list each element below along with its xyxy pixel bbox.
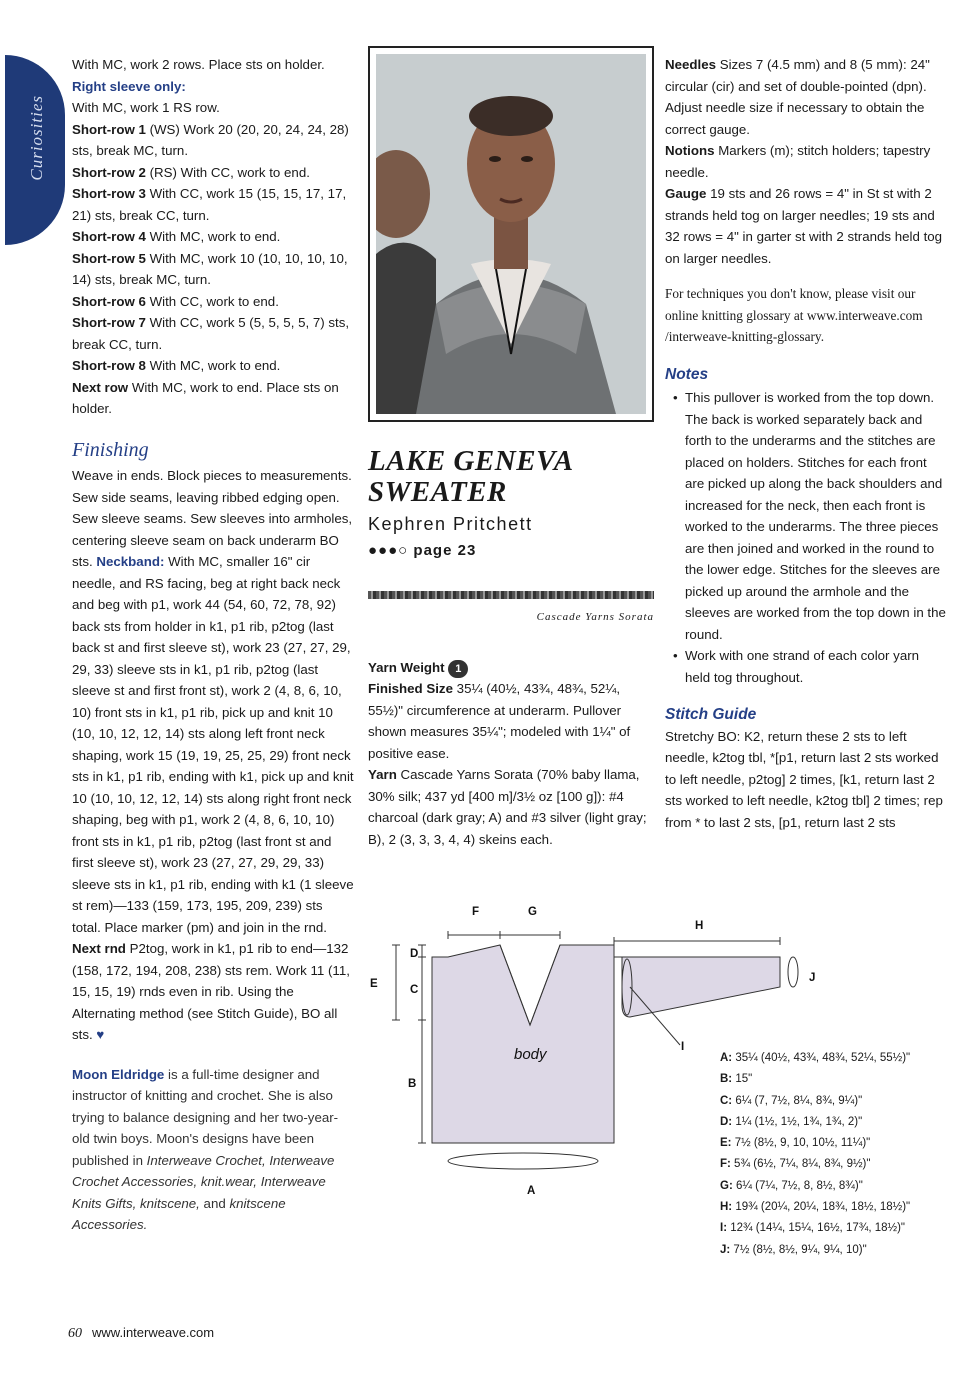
model-photo (368, 46, 654, 422)
label-f: F (472, 906, 480, 918)
legend-row: D: 1¼ (1½, 1½, 1¾, 1¾, 2)" (720, 1115, 863, 1128)
instruction-line: Short-row 1 (WS) Work 20 (20, 20, 24, 24, 28) sts, break MC, turn. (72, 121, 349, 158)
gauge-info: Gauge 19 sts and 26 rows = 4" in St st with 2 strands held tog on larger needles; 19 sts and 32 rows = 4" in garter st with 2 strands held tog on larger needles. (665, 186, 943, 266)
techniques-note: For techniques you don't know, please visit our online knitting glossary at www.interweave.com /interweave-knitting-glossary. (665, 286, 923, 344)
section-tab-label: Curiosities (27, 95, 46, 181)
dim-d (418, 945, 426, 957)
stitch-guide-heading: Stitch Guide (665, 706, 757, 723)
yarn-weight-icon: 1 (448, 660, 468, 678)
dim-j (788, 957, 798, 987)
label-h: H (695, 920, 704, 932)
dim-a (448, 1153, 598, 1169)
measurement-legend (720, 1048, 910, 1261)
dim-c (418, 957, 426, 1020)
column-right (665, 54, 947, 833)
legend-row: C: 6¼ (7, 7½, 8¼, 8¾, 9¼)" (720, 1094, 863, 1107)
pattern-title-line2: SWEATER (368, 476, 507, 508)
instruction-line: Next row With MC, work to end. Place sts on holder. (72, 379, 339, 416)
label-g: G (528, 906, 537, 918)
list-item: • This pullover is worked from the top down. The back is worked separately back and forth to the underarms and the stitches are placed on holders. Stitches for each front are picked up along the back shoulders and increased for the neck, then each front is worked to the underarms. The three pieces are then joined and worked in the round to the lower edge. Stitches for the sleeves are picked up around the armhole and the sleeves are worked from the top down in the round. (675, 387, 947, 645)
label-j: J (809, 972, 816, 984)
stitch-guide-text: Stretchy BO: K2, return these 2 sts to left needle, k2tog tbl, *[p1, return last 2 sts worked to left needle, p2tog] 2 times, [k1, return last 2 sts worked to left needle, k2tog tbl] 2 times; rep from * to last 2 sts, [p1, return last 2 sts (665, 728, 943, 830)
dim-b (418, 1020, 426, 1143)
legend-row: B: 15" (720, 1073, 753, 1086)
column-center (368, 46, 654, 850)
notes-list (665, 387, 947, 688)
needles-info: Needles Sizes 7 (4.5 mm) and 8 (5 mm): 24" circular (cir) and set of double-pointed (dpn). Adjust needle size if necessary to obtain the correct gauge. (665, 57, 930, 137)
pattern-title-line1: LAKE GENEVA (368, 445, 574, 477)
designer-name: Kephren Pritchett (368, 514, 533, 534)
label-d: D (410, 948, 419, 960)
instruction-line: Short-row 4 With MC, work to end. (72, 229, 281, 244)
legend-row: A: 35¼ (40½, 43¾, 48¾, 52¼, 55½)" (720, 1052, 911, 1064)
dim-g (500, 931, 560, 939)
section-tab (5, 55, 65, 245)
instruction-line: Short-row 7 With CC, work 5 (5, 5, 5, 5, 7) sts, break CC, turn. (72, 315, 350, 352)
label-a: A (527, 1185, 536, 1197)
page-footer (68, 1325, 214, 1342)
finishing-text: Weave in ends. Block pieces to measurements. Sew side seams, leaving ribbed edging open. Sew sleeve seams. Sew sleeves into armholes, centering sleeve seam on back underarm BO sts. Neckband: With MC, smaller 16" cir needle, and RS facing, beg at right back neck and beg with p1, work 44 (54, 60, 72, 78, 92) back sts from holder in k1, p1 rib, p2tog (last back st and first sleeve st), work 23 (27, 27, 29, 29, 33) sleeve sts in k1, p1 rib, p2tog (last sleeve st and first front st), work 2 (4, 8, 6, 10, 10) front sts in k1, p1 rib, pick up and knit 10 (10, 10, 12, 12, 14) sts along left front neck shaping, work 15 (19, 19, 25, 25, 29) front neck sts in k1, p1 rib, ending with k1, pick up and knit 10 (10, 10, 12, 12, 14) sts along right front neck shaping, beg with p1, work 2 (4, 8, 6, 10, 10) front sts in k1, p1 rib, p2tog (last front st and first sleeve st), work 23 (27, 27, 29, 29, 33) sleeve sts in k1, p1 rib, ending with k1 (1 sleeve st rem)—133 (159, 173, 195, 209, 239) sts total. Place marker (pm) and join in the rnd. (72, 468, 354, 935)
model-photo-image (376, 54, 646, 414)
label-c: C (410, 984, 419, 996)
skill-level: ●●●○ page 23 (368, 541, 477, 559)
legend-row: J: 7½ (8½, 8½, 9¼, 9¼, 10)" (720, 1243, 867, 1256)
finishing-heading: Finishing (72, 438, 149, 461)
instruction-line: Short-row 8 With MC, work to end. (72, 358, 281, 373)
skill-dots: ●●●○ (368, 541, 409, 559)
dim-e (392, 945, 400, 1020)
dim-h (614, 937, 780, 945)
yarn-info: Yarn Cascade Yarns Sorata (70% baby llama, 30% silk; 437 yd [400 m]/3½ oz [100 g]): #4 charcoal (dark gray; A) and #3 silver (light gray; B), 2 (3, 3, 3, 4, 4) skeins each. (368, 767, 647, 847)
bio-name: Moon Eldridge (72, 1066, 165, 1082)
instruction-line: Short-row 5 With MC, work 10 (10, 10, 10, 10, 14) sts, break MC, turn. (72, 250, 348, 287)
legend-row: E: 7½ (8½, 9, 10, 10½, 11¼)" (720, 1137, 871, 1150)
yarn-swatch (368, 591, 654, 599)
label-i: I (681, 1041, 685, 1053)
designer-bio: Moon Eldridge is a full-time designer and instructor of knitting and crochet. She is also trying to balance designing and her two-year-old twin boys. Moon's designs have been published in Interweave Crochet, Interweave Crochet Accessories, knit.wear, Interweave Knits Gifts, knitscene, and knitscene Accessories. (72, 1066, 339, 1232)
body-label: body (514, 1046, 547, 1063)
neckband-label: Neckband: (96, 554, 165, 569)
label-b: B (408, 1078, 417, 1090)
list-item: • Work with one strand of each color yarn held tog throughout. (675, 645, 947, 688)
instruction-line: Short-row 2 (RS) With CC, work to end. (72, 164, 310, 180)
heart-icon: ♥ (96, 1027, 105, 1042)
page-number: 60 (68, 1326, 82, 1341)
dim-f (448, 931, 500, 939)
yarn-weight: Yarn Weight 1 (368, 657, 654, 679)
yarn-caption: Cascade Yarns Sorata (536, 611, 654, 623)
instruction-line: With MC, work 2 rows. Place sts on holder. (72, 57, 325, 72)
short-row-instructions (72, 54, 354, 420)
instruction-line: Right sleeve only: (72, 78, 186, 94)
sleeve-piece (614, 957, 780, 1017)
next-rnd-text: Next rnd P2tog, work in k1, p1 rib to end—132 (158, 172, 194, 208, 238) sts rem. Work 11 (11, 15, 15, 19) rnds even in rib. Using the Alternating method (see Stitch Guide), BO all sts. ♥ (72, 941, 350, 1042)
legend-row: G: 6¼ (7¼, 7½, 8, 8½, 8¾)" (720, 1179, 863, 1192)
instruction-line: Short-row 6 With CC, work to end. (72, 293, 279, 309)
finished-size: Finished Size 35¼ (40½, 43¾, 48¾, 52¼, 55½)" circumference at underarm. Pullover shown measures 35¼"; modeled with 1¼" of positive ease. (368, 681, 631, 761)
notes-heading: Notes (665, 365, 709, 383)
notions-info: Notions Markers (m); stitch holders; tapestry needle. (665, 143, 931, 180)
legend-row: I: 12¾ (14¼, 15¼, 16½, 17¾, 18½)" (720, 1222, 906, 1235)
instruction-line: With MC, work 1 RS row. (72, 100, 220, 115)
legend-row: H: 19¾ (20¼, 20¼, 18¾, 18½, 18½)" (720, 1201, 911, 1214)
footer-url: www.interweave.com (92, 1325, 215, 1340)
column-left (72, 54, 354, 1236)
instruction-line: Short-row 3 With CC, work 15 (15, 15, 17, 17, 21) sts, break CC, turn. (72, 186, 347, 223)
body-piece (432, 945, 614, 1143)
label-e: E (370, 978, 378, 990)
legend-row: F: 5¾ (6½, 7¼, 8¼, 8¾, 9½)" (720, 1158, 871, 1171)
